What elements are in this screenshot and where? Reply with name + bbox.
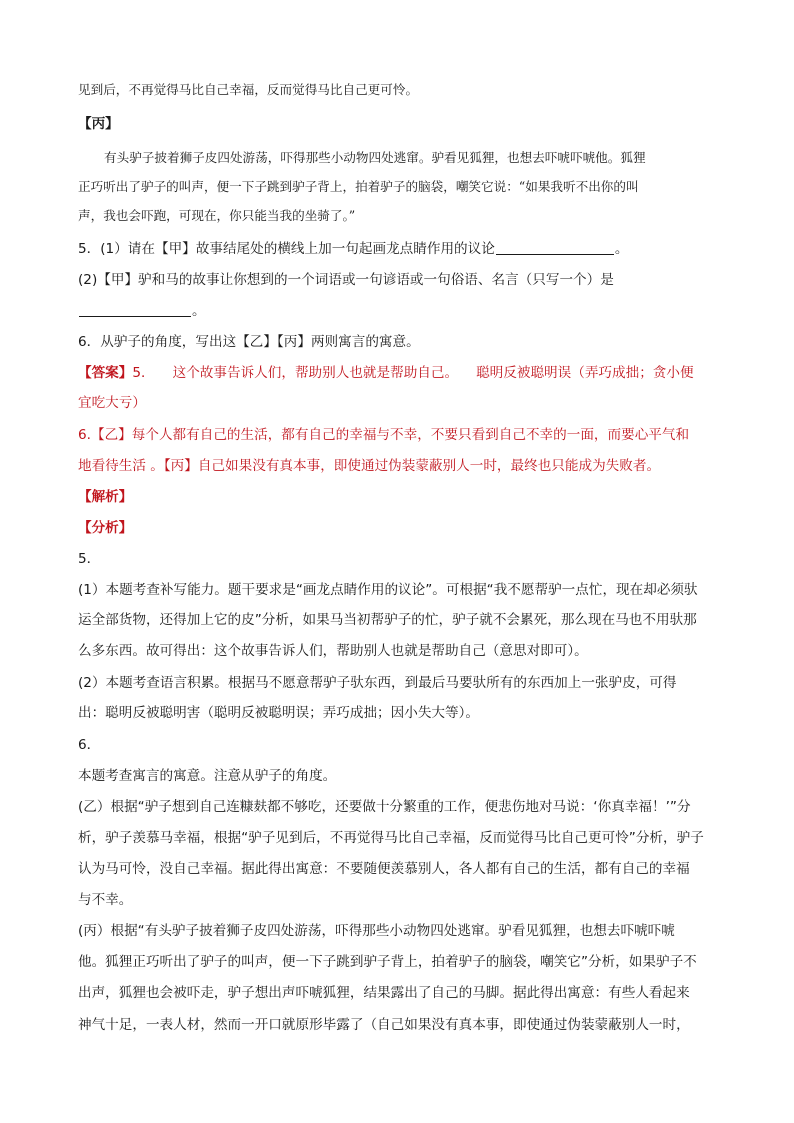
question-5-1 xyxy=(78,239,628,259)
question-text: 5．(1）请在【甲】故事结尾处的横线上加一句起画龙点睛作用的议论 xyxy=(78,241,495,257)
analysis-5-1-line-3: 么多东西。故可得出：这个故事告诉人们，帮助别人也就是帮助自己（意思对即可）。 xyxy=(78,643,588,659)
question-end: 。 xyxy=(192,303,206,319)
analysis-heading: 【解析】 xyxy=(78,489,133,505)
answer-blank xyxy=(79,302,191,317)
analysis-yi-line-1: (乙）根据“驴子想到自己连糠麸都不够吃，还要做十分繁重的工作，便悲伤地对马说：‘你真幸福！’”分 xyxy=(78,799,691,815)
analysis-bing-line-3: 出声，狐狸也会被吓走，驴子想出声吓唬狐狸，结果露出了自己的马脚。据此得出寓意：有些人看起来 xyxy=(78,985,690,1001)
answer-6-line-2: 地看待生活 。【丙】自己如果没有真本事，即使通过伪装蒙蔽别人一时，最终也只能成为失败者。 xyxy=(78,458,661,474)
answer-number: 5． xyxy=(132,365,155,381)
analysis-number-5: 5． xyxy=(78,551,101,567)
analysis-bing-line-1: (丙）根据“有头驴子披着狮子皮四处游荡，吓得那些小动物四处逃窜。驴看见狐狸，也想去吓唬吓唬 xyxy=(78,923,675,939)
analysis-yi-line-2: 析，驴子羡慕马幸福，根据“驴子见到后，不再觉得马比自己幸福，反而觉得马比自己更可怜”分析，驴子 xyxy=(78,830,704,846)
breakdown-heading: 【分析】 xyxy=(78,520,133,536)
answer-5-2: 聪明反被聪明误（弄巧成拙；贪小便 xyxy=(476,365,694,381)
analysis-bing-line-4: 神气十足，一表人材，然而一开口就原形毕露了（自己如果没有真本事，即使通过伪装蒙蔽别人一时， xyxy=(78,1017,690,1033)
question-end: 。 xyxy=(614,241,629,257)
passage-line-5: 声，我也会吓跑，可现在，你只能当我的坐骑了。” xyxy=(78,208,356,223)
analysis-yi-line-3: 认为马可怜，没自己幸福。据此得出寓意：不要随便羡慕别人，各人都有自己的生活，都有自己的幸福 xyxy=(78,861,690,877)
answer-tag: 【答案】 xyxy=(78,365,133,381)
section-heading-bing: 【丙】 xyxy=(78,116,119,132)
analysis-number-6: 6． xyxy=(78,737,101,753)
question-5-2-blank-line xyxy=(78,301,206,321)
question-5-2: (2)【甲】驴和马的故事让你想到的一个词语或一句谚语或一句俗语、名言（只写一个）是 xyxy=(78,272,614,288)
analysis-5-2-line-1: (2）本题考查语言积累。根据马不愿意帮驴子驮东西，到最后马要驮所有的东西加上一张驴皮，可得 xyxy=(78,675,677,691)
analysis-bing-line-2: 他。狐狸正巧听出了驴子的叫声，便一下子跳到驴子背上，拍着驴子的脑袋，嘲笑它”分析，如果驴子不 xyxy=(78,954,697,970)
answer-5-continued: 宜吃大亏） xyxy=(78,395,146,411)
analysis-5-1-line-2: 运全部货物，还得加上它的皮”分析，如果马当初帮驴子的忙，驴子就不会累死，那么现在马也不用驮那 xyxy=(78,612,697,628)
answer-blank xyxy=(496,240,614,255)
answer-6-line-1: 6.【乙】每个人都有自己的生活，都有自己的幸福与不幸，不要只看到自己不幸的一面，而要心平气和 xyxy=(78,427,690,443)
passage-line-4: 正巧听出了驴子的叫声，便一下子跳到驴子背上，拍着驴子的脑袋，嘲笑它说：“如果我听不出你的叫 xyxy=(78,179,639,194)
passage-line-1: 见到后，不再觉得马比自己幸福，反而觉得马比自己更可怜。 xyxy=(78,82,419,97)
question-6: 6．从驴子的角度，写出这【乙】【丙】两则寓言的寓意。 xyxy=(78,334,420,350)
answer-5 xyxy=(78,363,694,383)
answer-5-1: 这个故事告诉人们，帮助别人也就是帮助自己。 xyxy=(172,365,459,381)
analysis-6-intro: 本题考查寓言的寓意。注意从驴子的角度。 xyxy=(78,768,337,784)
passage-line-3: 有头驴子披着狮子皮四处游荡，吓得那些小动物四处逃窜。驴看见狐狸，也想去吓唬吓唬他。狐狸 xyxy=(104,150,646,165)
analysis-5-1-line-1: (1）本题考查补写能力。题干要求是“画龙点睛作用的议论”。可根据“我不愿帮驴一点忙，现在却必须驮 xyxy=(78,582,698,598)
analysis-yi-line-4: 与不幸。 xyxy=(78,892,133,908)
analysis-5-2-line-2: 出：聪明反被聪明害（聪明反被聪明误；弄巧成拙；因小失大等）。 xyxy=(78,705,480,721)
